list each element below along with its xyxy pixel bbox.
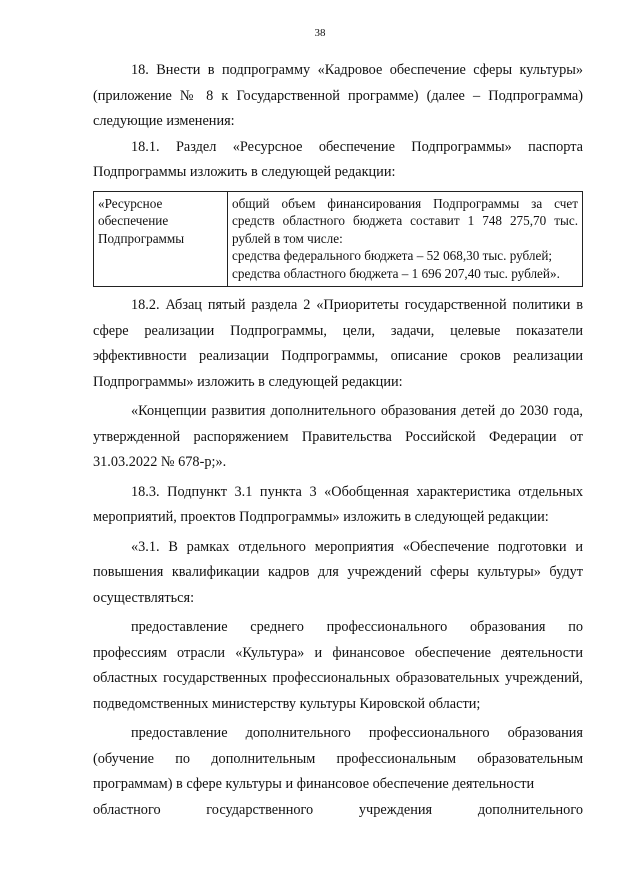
funding-total: общий объем финансирования Подпрограммы за счет средств областного бюджета составит 1 748 275,70 тыс. рублей в том числе: [232,195,578,246]
paragraph-item-2: предоставление дополнительного профессионального образования (обучение по дополнительным профессиональным образовательным программам) в сфере культуры и финансовое обеспечение деятельности [93,725,583,792]
funding-federal: средства федерального бюджета – 52 068,30 тыс. рублей; [232,248,553,263]
funding-regional: средства областного бюджета – 1 696 207,40 тыс. рублей». [232,265,560,281]
paragraph-item-1: предоставление среднего профессионального образования по профессиям отрасли «Культура» и финансовое обеспечение деятельности областных государственных профессиональных образовательных учреждений, подведомственных министерству культуры Кировской области; [93,619,583,712]
paragraph-concept: «Концепции развития дополнительного образования детей до 2030 года, утвержденной распоряжением Правительства Российской Федерации от 31.03.2022 № 678-р;». [93,403,583,470]
table-row [94,191,583,287]
paragraph-18-1: 18.1. Раздел «Ресурсное обеспечение Подпрограммы» паспорта Подпрограммы изложить в следующей редакции: [93,138,583,180]
paragraph-18: 18. Внести в подпрограмму «Кадровое обеспечение сферы культуры» (приложение № 8 к Государственной программе) (далее – Подпрограмма) следующие изменения: [93,62,583,129]
resource-table [93,191,583,288]
paragraph-3-1: «3.1. В рамках отдельного мероприятия «Обеспечение подготовки и повышения квалификации кадров для учреждений сферы культуры» будут осуществляться: [93,538,583,606]
paragraph-item-2-continued: областного государственного учреждения дополнительного [93,801,583,818]
paragraph-18-2: 18.2. Абзац пятый раздела 2 «Приоритеты государственной политики в сфере реализации Подпрограммы, цели, задачи, целевые показатели эффективности реализации Подпрограммы, описание сроков реализации Подпрограммы» изложить в следующей редакции: [93,297,583,390]
table-cell-left: «Ресурсное обеспечение Подпрограммы [94,191,228,287]
page-number: 38 [314,27,326,39]
paragraph-18-3: 18.3. Подпункт 3.1 пункта 3 «Обобщенная характеристика отдельных мероприятий, проектов Подпрограммы» изложить в следующей редакции: [93,483,583,525]
document-body [93,58,583,823]
table-cell-right [228,191,583,287]
